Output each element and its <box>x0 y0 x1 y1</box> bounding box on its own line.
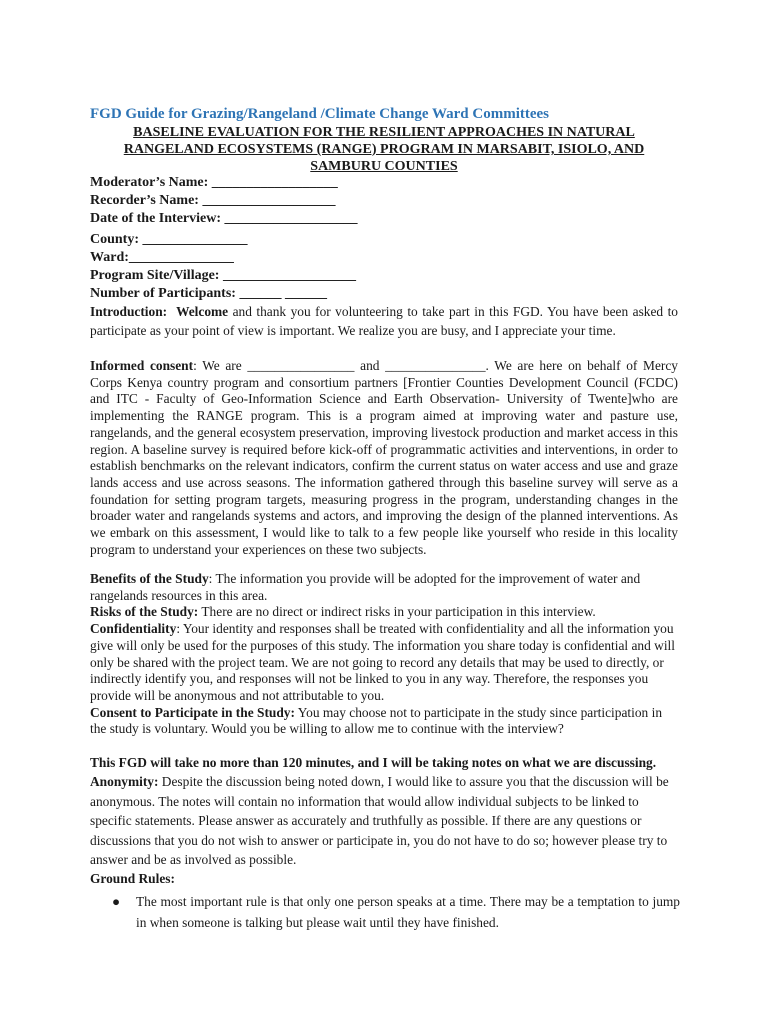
welcome-word: Welcome <box>176 304 229 319</box>
program-site-field: Program Site/Village: ___________________ <box>90 268 356 283</box>
confidentiality-label: Confidentiality <box>90 621 177 637</box>
ground-rule-item <box>112 892 680 933</box>
introduction-paragraph <box>90 302 678 340</box>
participation-paragraph <box>90 705 678 738</box>
county-field: County: _______________ <box>90 232 248 247</box>
ground-rules-heading: Ground Rules: <box>90 871 175 887</box>
document-title: BASELINE EVALUATION FOR THE RESILIENT APPROACHES IN NATURAL RANGELAND ECOSYSTEMS (RANGE) PROGRAM IN MARSABIT, ISIOLO, AND SAMBURU COUNTIES <box>123 125 645 174</box>
risks-label: Risks of the Study: <box>90 604 199 620</box>
anonymity-paragraph <box>90 772 678 869</box>
risks-text: There are no direct or indirect risks in your participation in this interview. <box>198 604 596 620</box>
introduction-label: Introduction: <box>90 304 168 319</box>
introduction-text: and thank you for volunteering to take part in this FGD. You have been asked to participate as your point of view is important. We realize you are busy, and I appreciate your time. <box>90 304 678 338</box>
participants-field: Number of Participants: ______ ______ <box>90 286 327 301</box>
study-terms-section <box>90 571 678 738</box>
fgd-duration-note: This FGD will take no more than 120 minutes, and I will be taking notes on what we are discussing. <box>90 755 657 770</box>
recorder-name-field: Recorder’s Name: ___________________ <box>90 193 336 208</box>
interview-date-field: Date of the Interview: ___________________ <box>90 211 358 226</box>
informed-consent-text: : We are ________________ and _______________. We are here on behalf of Mercy Corps Kenya country program and consortium partners [Frontier Counties Development Council (FCDC) and ITC - Faculty of Geo-Information Science and Earth Observation- University of Twente]who are implementing the RANGE program. This is a program aimed at improving water and pasture use, rangelands, and the general ecosystem preservation, improving livestock production and market access in this region. A baseline survey is required before kick-off of programmatic activities and interventions, in order to establish benchmarks on the relevant indicators, confirm the current status on water access and use and graze lands access and use across seasons. The information gathered through this baseline survey will serve as a foundation for setting program targets, measuring progress in the program, understanding changes in the broader water and rangelands systems and actors, and improving the design of the planned interventions. As we embark on this assessment, I would like to talk to a few people like yourself who reside in this locality program to understand your experiences on these two subjects. <box>90 358 678 557</box>
informed-consent-paragraph <box>90 358 678 558</box>
benefits-paragraph <box>90 571 678 604</box>
anonymity-text: Despite the discussion being noted down, I would like to assure you that the discussion will be anonymous. The notes will contain no information that would allow individual subjects to be linked to specific statements. Please answer as accurately and truthfully as possible. If there are any questions or discussions that you do not wish to answer or participate in, you do not have to do so; however please try to answer and be as involved as possible. <box>90 774 669 868</box>
moderator-name-field: Moderator’s Name: __________________ <box>90 175 338 190</box>
informed-consent-label: Informed consent <box>90 358 194 373</box>
risks-paragraph <box>90 604 678 621</box>
participation-text: You may choose not to participate in the study since participation in the study is voluntary. Would you be willing to allow me to continue with the interview? <box>90 704 663 737</box>
guide-title: FGD Guide for Grazing/Rangeland /Climate Change Ward Committees <box>90 106 550 122</box>
benefits-label: Benefits of the Study <box>90 571 209 586</box>
ground-rule-text: The most important rule is that only one person speaks at a time. There may be a temptation to jump in when someone is talking but please wait until they have finished. <box>136 894 680 930</box>
confidentiality-text: : Your identity and responses shall be treated with confidentiality and all the information you give will only be used for the purposes of this study. The information you share today is confidential and will only be shared with the project team. We are not going to record any details that may be used to directly, or indirectly identify you, and responses will not be linked to you in any way. Therefore, the responses you provide will be anonymous and not attributable to you. <box>90 621 675 703</box>
benefits-text: : The information you provide will be adopted for the improvement of water and rangelands resources in this area. <box>90 571 641 603</box>
ward-field: Ward:_______________ <box>90 250 234 265</box>
participation-label: Consent to Participate in the Study: <box>90 704 295 720</box>
bullet-icon: ● <box>112 894 121 909</box>
confidentiality-paragraph <box>90 621 678 705</box>
anonymity-label: Anonymity: <box>90 774 159 790</box>
fgd-section <box>90 753 678 889</box>
interview-fields <box>90 174 678 303</box>
